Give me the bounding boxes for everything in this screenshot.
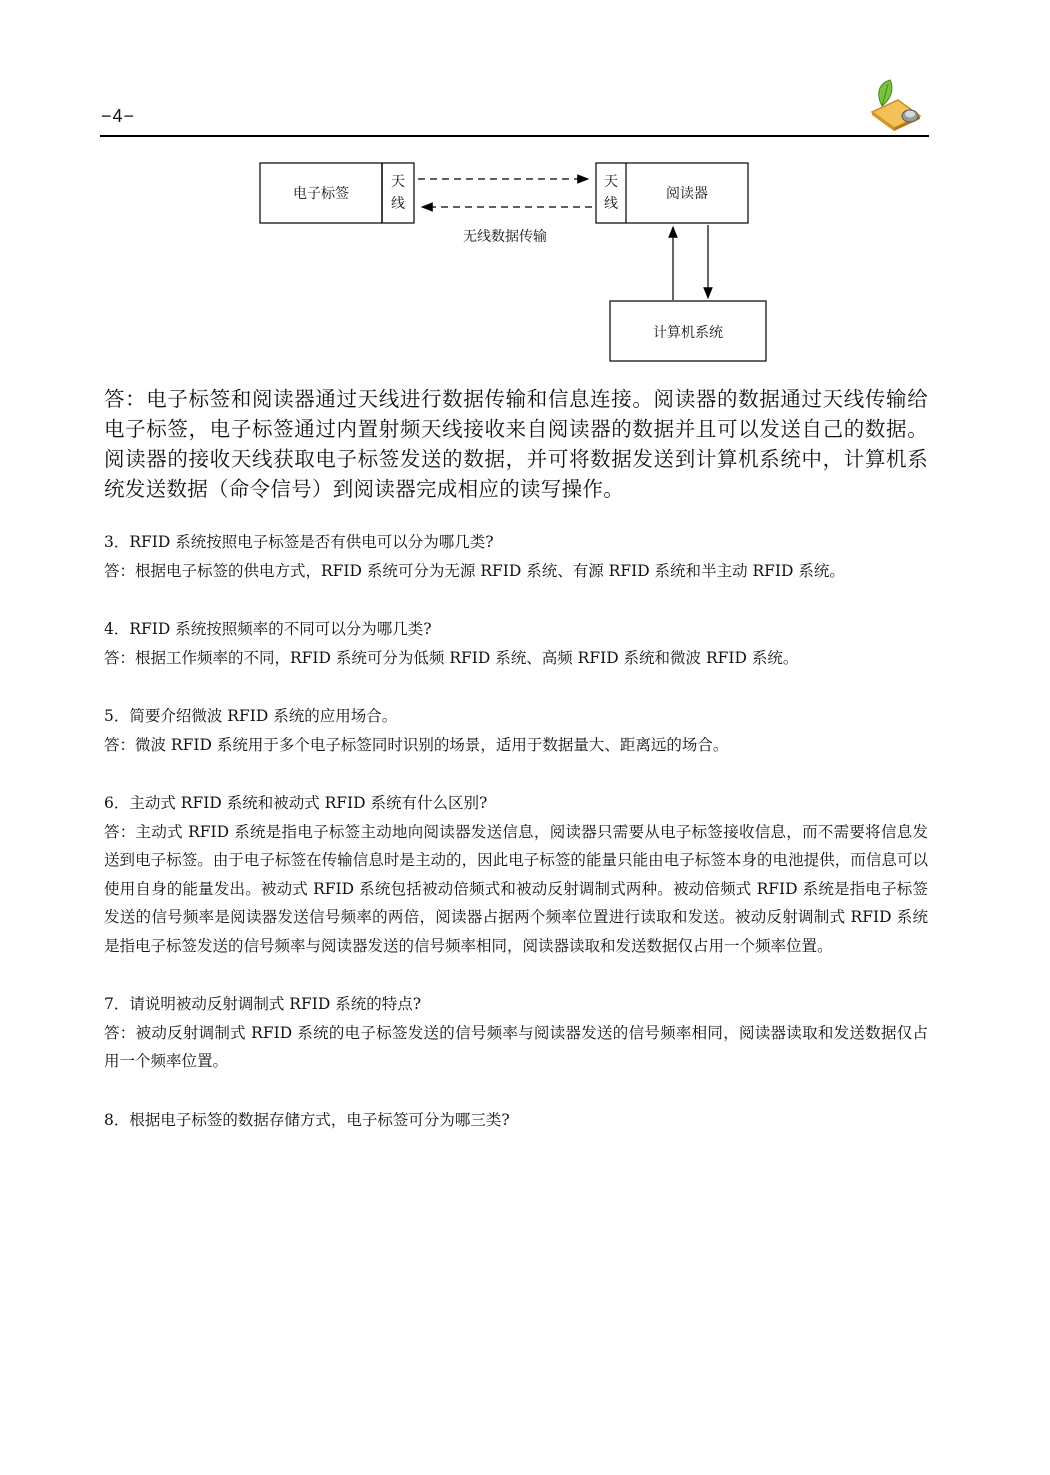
tag-antenna-box [382,163,414,223]
reader-antenna-label-1: 天 [604,174,618,190]
question: 8．根据电子标签的数据存储方式，电子标签可分为哪三类? [104,1110,510,1129]
tag-antenna-label-2: 线 [391,196,405,212]
answer: 答：根据工作频率的不同，RFID 系统可分为低频 RFID 系统、高频 RFID 系统和微波 RFID 系统。 [104,648,799,667]
answer: 答：根据电子标签的供电方式，RFID 系统可分为无源 RFID 系统、有源 RFID 系统和半主动 RFID 系统。 [104,561,845,580]
main-content [104,384,928,1164]
computer-system-label: 计算机系统 [653,325,723,341]
electronic-tag-label: 电子标签 [293,186,349,202]
reader-label: 阅读器 [666,186,708,202]
answer: 答：被动反射调制式 RFID 系统的电子标签发送的信号频率与阅读器发送的信号频率相同，阅读器读取和发送数据仅占用一个频率位置。 [104,1023,928,1070]
tag-antenna-label-1: 天 [391,174,405,190]
book-leaf-logo-icon [864,76,926,132]
question: 5．简要介绍微波 RFID 系统的应用场合。 [104,707,398,725]
qa-item-5 [104,702,928,759]
question: 3．RFID 系统按照电子标签是否有供电可以分为哪几类? [104,533,494,551]
answer: 答：微波 RFID 系统用于多个电子标签同时识别的场景，适用于数据量大、距离远的场合。 [104,735,729,754]
question: 4．RFID 系统按照频率的不同可以分为哪几类? [104,620,432,638]
qa-item-4 [104,615,928,672]
qa-item-7 [104,990,928,1076]
qa-item-6 [104,789,928,960]
intro-answer: 答：电子标签和阅读器通过天线进行数据传输和信息连接。阅读器的数据通过天线传输给电子标签，电子标签通过内置射频天线接收来自阅读器的数据并且可以发送自己的数据。阅读器的接收天线获取电子标签发送的数据，并可将数据发送到计算机系统中，计算机系统发送数据（命令信号）到阅读器完成相应的读写操作。 [104,387,928,501]
qa-item-3 [104,528,928,585]
answer: 答：主动式 RFID 系统是指电子标签主动地向阅读器发送信息，阅读器只需要从电子标签接收信息，而不需要将信息发送到电子标签。由于电子标签在传输信息时是主动的，因此电子标签的能量只能由电子标签本身的电池提供，而信息可以使用自身的能量发出。被动式 RFID 系统包括被动倍频式和被动反射调制式两种。被动倍频式 RFID 系统是指电子标签发送的信号频率是阅读器发送信号频率的两倍，阅读器占据两个频率位置进行读取和发送。被动反射调制式 RFID 系统是指电子标签发送的信号频率与阅读器发送的信号频率相同，阅读器读取和发送数据仅占用一个频率位置。 [104,822,928,955]
transmission-label: 无线数据传输 [463,229,547,245]
qa-item-8 [104,1106,928,1135]
reader-antenna-label-2: 线 [604,196,618,212]
question: 6．主动式 RFID 系统和被动式 RFID 系统有什么区别? [104,794,488,812]
question: 7．请说明被动反射调制式 RFID 系统的特点? [104,995,422,1013]
header-rule [100,135,929,137]
rfid-system-diagram [250,155,780,370]
page-number: −4− [101,106,136,126]
